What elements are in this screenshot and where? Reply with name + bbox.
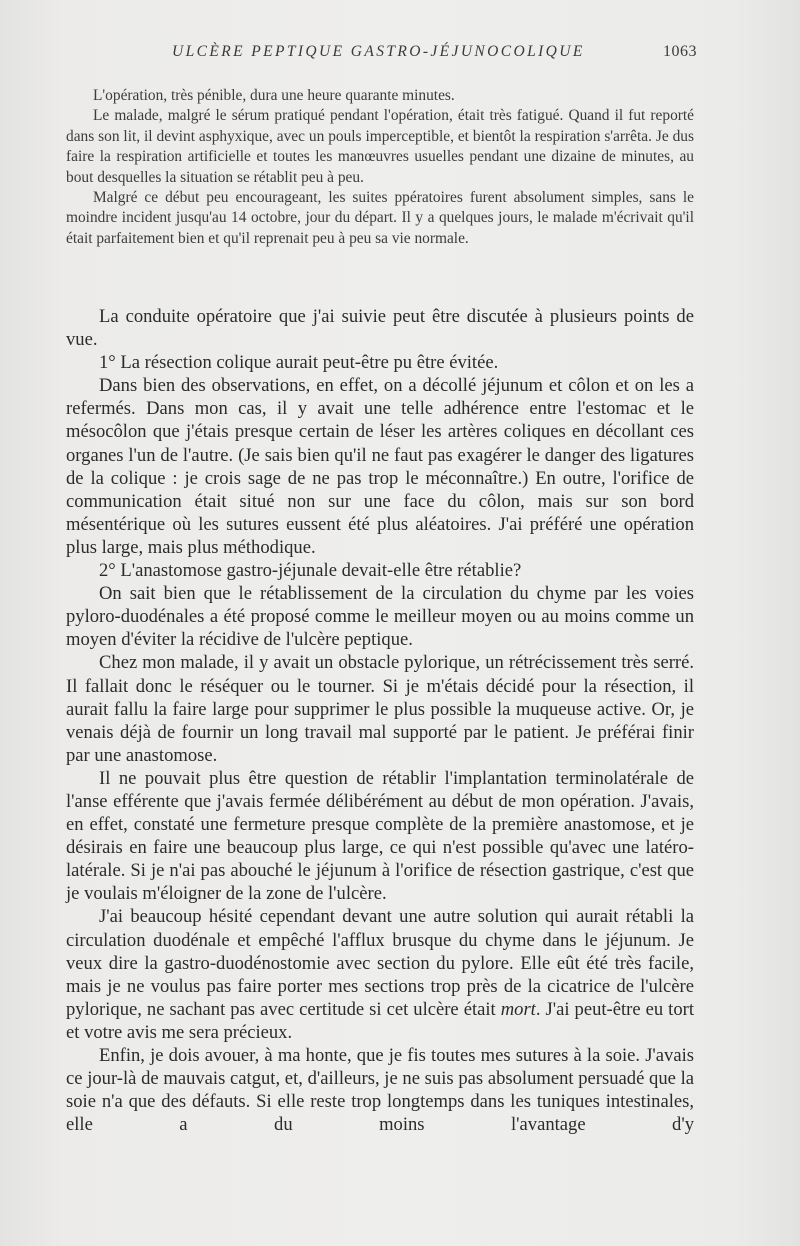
small-paragraph: Le malade, malgré le sérum pratiqué pendant l'opération, était très fatigué. Quand il fut reporté dans son lit, il devint asphyxique, avec un pouls imperceptible, et bientôt la respiration s'arrêta. Je dus faire la respiration artificielle et toutes les manœuvres usuelles pendant une dizaine de minutes, au bout desquelles la situation se rétablit peu à peu. xyxy=(66,107,694,186)
case-report-text xyxy=(66,86,694,249)
running-header xyxy=(172,43,697,67)
body-paragraph: Dans bien des observations, en effet, on a décollé jéjunum et côlon et on les a refermés. Dans mon cas, il y avait une telle adhérence entre l'estomac et le mésocôlon que j'étais presque certain de léser les artères coliques en décollant ces organes l'un de l'autre. (Je sais bien qu'il ne faut pas exagérer le danger des ligatures de la colique : je crois sage de ne pas trop le méconnaître.) En outre, l'orifice de communication était situé non sur une face du côlon, mais sur son bord mésentérique où les sutures eussent été plus aléatoires. J'ai préféré une opération plus large, mais plus méthodique. xyxy=(66,375,694,558)
body-paragraph xyxy=(66,905,694,1044)
discussion-text xyxy=(66,305,694,1136)
page-number: 1063 xyxy=(663,43,697,60)
body-paragraph: 1° La résection colique aurait peut-être pu être évitée. xyxy=(99,352,499,374)
running-title: ULCÈRE PEPTIQUE GASTRO-JÉJUNOCOLIQUE xyxy=(172,43,585,60)
paragraph-text: J'ai beaucoup hésité cependant devant une autre solution qui aurait rétabli la circulation duodénale et empêché l'afflux brusque du chyme dans le jéjunum. Je veux dire la gastro-duodénostomie avec section du pylore. Elle eût été très facile, mais je ne voulus pas faire porter mes sections trop près de la cicatrice de l'ulcère pylorique, ne sachant pas avec certitude si cet ulcère était xyxy=(66,906,694,1020)
paragraph-text-end: . J'ai peut-être eu tort et votre avis me sera précieux. xyxy=(66,998,694,1043)
body-paragraph: Chez mon malade, il y avait un obstacle pylorique, un rétrécissement très serré. Il fallait donc le réséquer ou le tourner. Si je m'étais décidé pour la résection, il aurait fallu la faire large pour supprimer le plus possible la muqueuse active. Or, je venais déjà de fournir un long travail mal supporté par le patient. Je préférai finir par une anastomose. xyxy=(66,652,694,766)
small-paragraph: Malgré ce début peu encourageant, les suites ppératoires furent absolument simples, sans le moindre incident jusqu'au 14 octobre, jour du départ. Il y a quelques jours, le malade m'écrivait qu'il était parfaitement bien et qu'il reprenait peu à peu sa vie normale. xyxy=(66,189,694,247)
small-paragraph: L'opération, très pénible, dura une heure quarante minutes. xyxy=(93,87,455,104)
body-paragraph: La conduite opératoire que j'ai suivie peut être discutée à plusieurs points de vue. xyxy=(66,306,694,351)
body-paragraph: Il ne pouvait plus être question de rétablir l'implantation terminolatérale de l'anse efférente que j'avais fermée délibérément au début de mon opération. J'avais, en effet, constaté une fermeture presque complète de la première anastomose, et je désirais en faire une beaucoup plus large, ce qui n'est possible qu'avec une latéro-latérale. Si je n'ai pas abouché le jéjunum à l'orifice de résection gastrique, c'est que je voulais m'éloigner de la zone de l'ulcère. xyxy=(66,767,694,905)
body-paragraph: Enfin, je dois avouer, à ma honte, que je fis toutes mes sutures à la soie. J'avais ce jour-là de mauvais catgut, et, d'ailleurs, je ne suis pas absolument persuadé que la soie n'a que des défauts. Si elle reste trop longtemps dans les tuniques intestinales, elle a du moins l'avantage d'y xyxy=(66,1045,694,1136)
body-paragraph: On sait bien que le rétablissement de la circulation du chyme par les voies pyloro-duodénales a été proposé comme le meilleur moyen ou au moins comme un moyen d'éviter la récidive de l'ulcère peptique. xyxy=(66,583,694,651)
italic-emphasis: mort xyxy=(500,998,536,1020)
body-paragraph: 2° L'anastomose gastro-jéjunale devait-elle être rétablie? xyxy=(99,560,522,582)
